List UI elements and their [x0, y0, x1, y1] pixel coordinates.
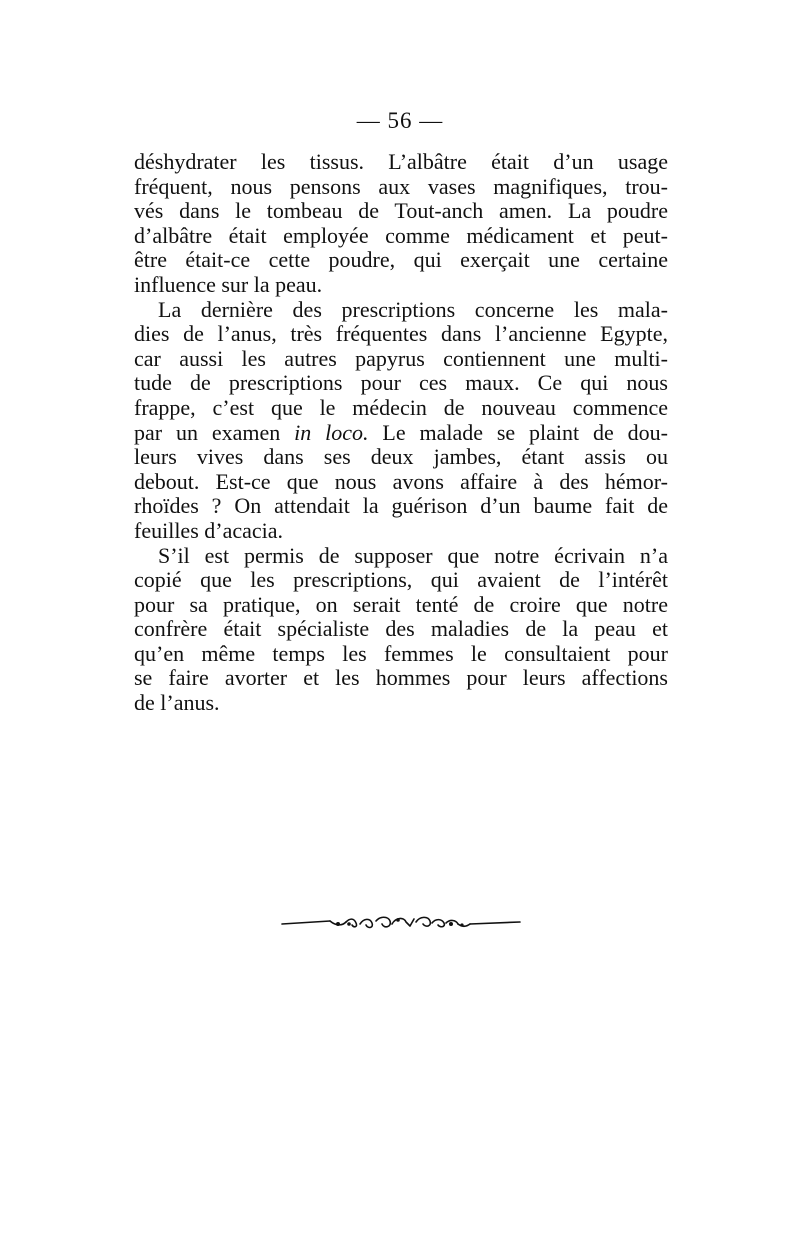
- text-line: feuilles d’acacia.: [134, 517, 284, 543]
- text-line: pour sa pratique, on serait tenté de croire que notre: [134, 591, 668, 617]
- text-line: vés dans le tombeau de Tout-anch amen. La poudre: [134, 198, 668, 224]
- text-line: de l’anus.: [134, 690, 220, 716]
- text-line: confrère était spécialiste des maladies de la peau et: [134, 616, 668, 642]
- text-line: debout. Est-ce que nous avons affaire à des hémor-: [134, 468, 668, 494]
- text-line: tude de prescriptions pour ces maux. Ce qui nous: [134, 370, 668, 396]
- text-line: fréquent, nous pensons aux vases magnifiques, trou-: [134, 173, 668, 199]
- page-number: — 56 —: [356, 108, 444, 133]
- text-line: leurs vives dans ses deux jambes, étant assis ou: [134, 444, 668, 470]
- text-line: S’il est permis de supposer que notre écrivain n’a: [158, 542, 668, 568]
- text-line: dies de l’anus, très fréquentes dans l’ancienne Egypte,: [134, 321, 668, 347]
- italic-phrase: in loco.: [294, 419, 369, 445]
- body-text: [134, 150, 668, 716]
- tailpiece-ornament-icon: [280, 908, 522, 938]
- text-line: influence sur la peau.: [134, 271, 323, 297]
- text-line: frappe, c’est que le médecin de nouveau commence: [134, 394, 668, 420]
- text-line: rhoïdes ? On attendait la guérison d’un baume fait de: [134, 493, 668, 519]
- text-line: être était-ce cette poudre, qui exerçait une certaine: [134, 247, 668, 273]
- text-line: déshydrater les tissus. L’albâtre était d’un usage: [134, 149, 668, 174]
- text-line: se faire avorter et les hommes pour leurs affections: [134, 665, 668, 691]
- text-segment: Le malade se plaint de dou-: [382, 419, 668, 445]
- text-line: car aussi les autres papyrus contiennent une multi-: [134, 345, 668, 371]
- text-line: qu’en même temps les femmes le consultaient pour: [134, 640, 668, 666]
- text-segment: par un examen: [134, 419, 281, 445]
- text-line: La dernière des prescriptions concerne les mala-: [158, 296, 668, 322]
- text-line-with-italic: [134, 421, 668, 446]
- text-line: copié que les prescriptions, qui avaient de l’intérêt: [134, 567, 668, 593]
- text-line: d’albâtre était employée comme médicament et peut-: [134, 222, 668, 248]
